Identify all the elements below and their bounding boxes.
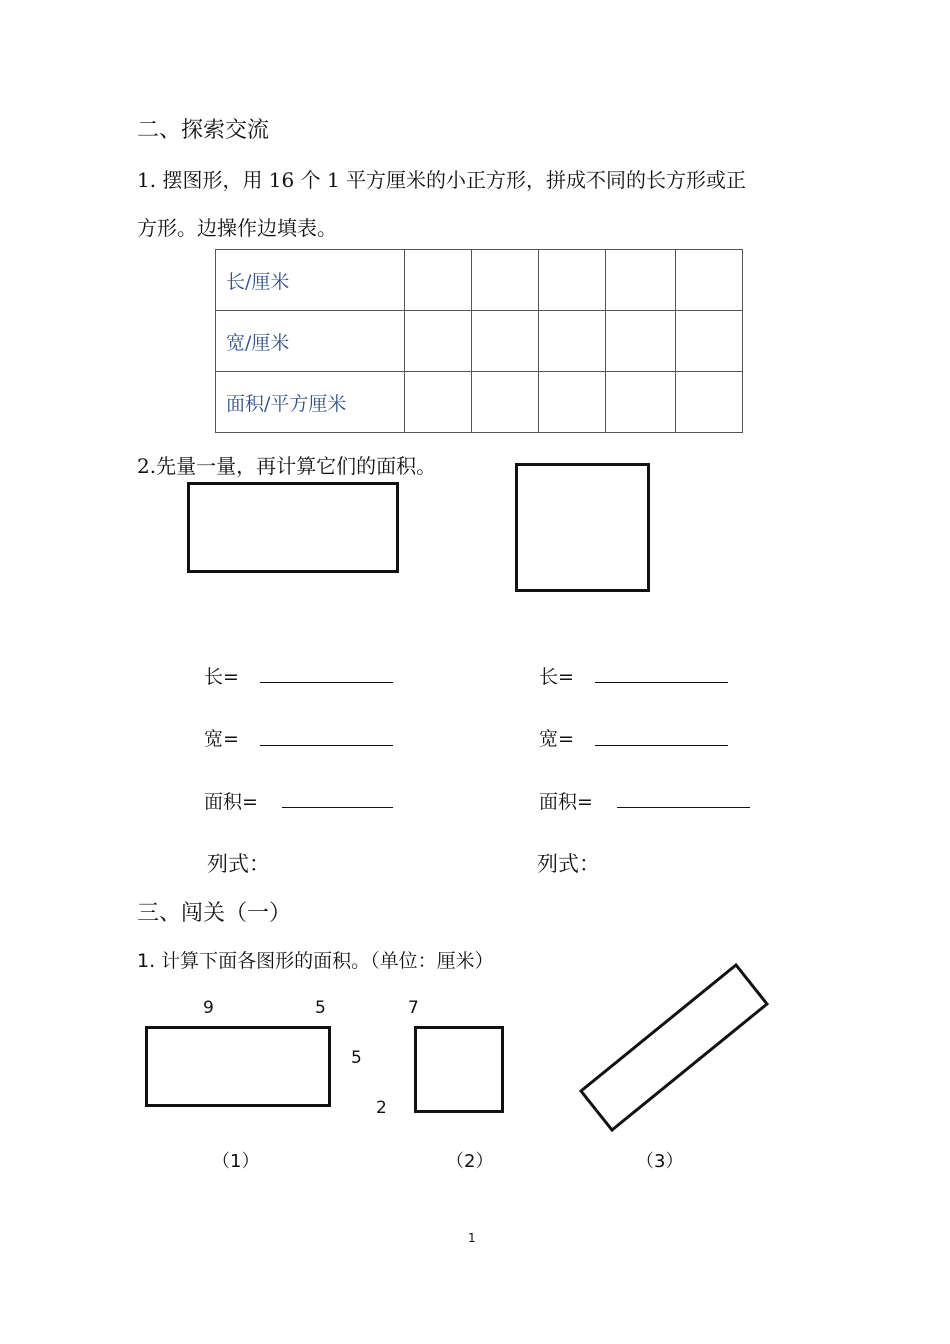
- left-area-blank[interactable]: [282, 807, 393, 808]
- table-cell[interactable]: [405, 311, 472, 372]
- left-width-label: 宽=: [204, 728, 239, 750]
- right-length-blank[interactable]: [595, 682, 728, 683]
- right-formula-label: 列式：: [537, 852, 600, 876]
- table-cell[interactable]: [539, 250, 606, 311]
- left-length-blank[interactable]: [260, 682, 393, 683]
- fig2-square: [414, 1026, 504, 1113]
- table-cell[interactable]: [606, 311, 676, 372]
- right-area-blank[interactable]: [617, 807, 750, 808]
- left-width-blank[interactable]: [260, 745, 393, 746]
- fig1-caption: （1）: [212, 1151, 260, 1172]
- fig1-rectangle: [145, 1026, 331, 1107]
- table-cell[interactable]: [405, 372, 472, 433]
- row-header-area: 面积/平方厘米: [216, 372, 405, 433]
- left-formula-label: 列式：: [207, 852, 270, 876]
- row-header-length: 长/厘米: [216, 250, 405, 311]
- question1-line2: 方形。边操作边填表。: [137, 216, 337, 240]
- table-cell[interactable]: [676, 250, 743, 311]
- section3-heading: 三、闯关（一）: [137, 901, 292, 926]
- table-cell[interactable]: [405, 250, 472, 311]
- question1-line1: 1. 摆图形，用 16 个 1 平方厘米的小正方形，拼成不同的长方形或正: [137, 168, 747, 192]
- table-cell[interactable]: [676, 311, 743, 372]
- fill-in-table: [215, 249, 743, 433]
- table-cell[interactable]: [472, 372, 539, 433]
- right-area-label: 面积=: [539, 791, 593, 813]
- question2: 2.先量一量，再计算它们的面积。: [137, 454, 437, 478]
- fig2-label-5: 5: [351, 1048, 362, 1068]
- fig1-label-5: 5: [315, 998, 326, 1018]
- section2-heading: 二、探索交流: [137, 118, 270, 143]
- section3-question1: 1. 计算下面各图形的面积。（单位：厘米）: [137, 950, 494, 972]
- table-cell[interactable]: [472, 311, 539, 372]
- fig3-caption: （3）: [636, 1151, 684, 1172]
- table-cell[interactable]: [606, 250, 676, 311]
- right-width-label: 宽=: [539, 728, 574, 750]
- row-header-width: 宽/厘米: [216, 311, 405, 372]
- fig2-label-7: 7: [408, 998, 419, 1018]
- table-cell[interactable]: [472, 250, 539, 311]
- table-row: [216, 311, 743, 372]
- table-row: [216, 250, 743, 311]
- table-row: [216, 372, 743, 433]
- table-cell[interactable]: [539, 372, 606, 433]
- page-number: 1: [468, 1231, 476, 1245]
- square-figure: [515, 463, 650, 592]
- table-cell[interactable]: [606, 372, 676, 433]
- fig2-caption: （2）: [446, 1151, 494, 1172]
- left-area-label: 面积=: [204, 791, 258, 813]
- fig3-rotated-rectangle: [575, 958, 775, 1138]
- left-length-label: 长=: [204, 666, 239, 688]
- right-length-label: 长=: [539, 666, 574, 688]
- fig2-label-2: 2: [376, 1098, 387, 1118]
- rectangle-figure: [187, 482, 399, 573]
- table-cell[interactable]: [539, 311, 606, 372]
- right-width-blank[interactable]: [595, 745, 728, 746]
- fig1-label-9: 9: [203, 998, 214, 1018]
- table-cell[interactable]: [676, 372, 743, 433]
